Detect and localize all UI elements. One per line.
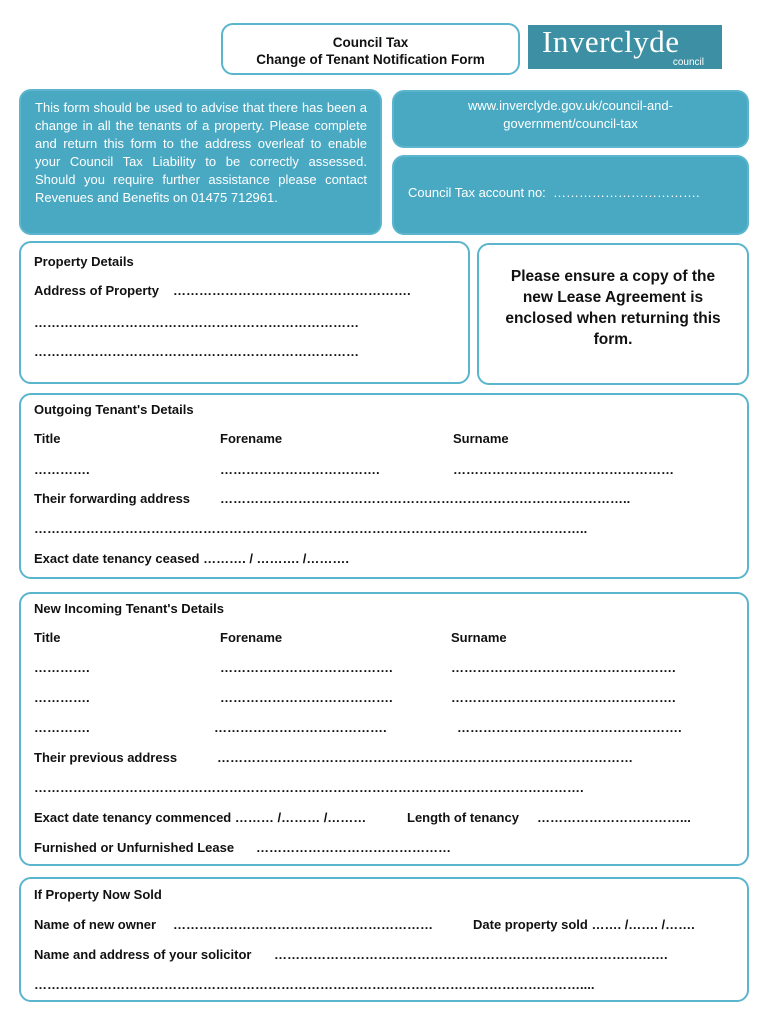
property-details-box [19, 241, 470, 384]
logo-sub: council [672, 57, 704, 68]
sold-heading: If Property Now Sold [34, 887, 162, 902]
form-title-line2: Change of Tenant Notification Form [256, 52, 485, 67]
website-line1[interactable]: www.inverclyde.gov.uk/council-and- [468, 98, 673, 113]
outgoing-col-surname: Surname [453, 431, 509, 446]
incoming-surname-field-1[interactable]: ……………………………………………. [451, 660, 676, 675]
outgoing-col-forename: Forename [220, 431, 283, 446]
incoming-forename-field-1[interactable]: …………………………………. [220, 660, 393, 675]
website-line2[interactable]: government/council-tax [503, 116, 638, 131]
outgoing-col-title: Title [34, 431, 61, 446]
outgoing-title-field[interactable]: …………. [34, 462, 90, 477]
date-property-sold-field[interactable]: Date property sold ……. /……. /……. [473, 917, 695, 932]
website-box [392, 90, 749, 148]
form-title-box [221, 23, 520, 75]
intro-text: This form should be used to advise that there has been a change in all the tenants of a property. Please complete and return this form to the address overleaf to enable your Council Tax Liability to be correctly assessed. Should you require further assistance please contact Revenues and Benefits on 01475 712961. [35, 100, 367, 205]
property-sold-box [19, 877, 749, 1002]
furnished-lease-label: Furnished or Unfurnished Lease [34, 840, 235, 855]
inverclyde-logo [528, 25, 722, 69]
solicitor-label: Name and address of your solicitor [34, 947, 252, 962]
previous-address-label: Their previous address [34, 750, 178, 765]
forwarding-address-field[interactable]: ………………………………………………………………………………….. [220, 491, 631, 506]
account-dots: ……………………………. [553, 185, 700, 200]
date-tenancy-ceased-field[interactable]: Exact date tenancy ceased ………. / ………. /………. [34, 551, 349, 566]
address-of-property-label: Address of Property [34, 283, 159, 298]
outgoing-heading: Outgoing Tenant's Details [34, 402, 194, 417]
property-address-line-2[interactable]: ………………………………………………………………… [34, 315, 359, 330]
forwarding-address-label: Their forwarding address [34, 491, 191, 506]
logo-name: Inverclyde [542, 24, 680, 59]
form-title-line1: Council Tax [332, 35, 409, 50]
previous-address-line-2[interactable]: ………………………………………………………………………………………………………………. [34, 780, 584, 795]
new-owner-field[interactable]: …………………………………………………… [173, 917, 433, 932]
incoming-title-field-1[interactable]: …………. [34, 660, 90, 675]
outgoing-forename-field[interactable]: ………………………………. [220, 462, 380, 477]
incoming-surname-field-3[interactable]: ……………………………………………. [457, 720, 682, 735]
lease-notice-box [477, 243, 749, 385]
incoming-col-surname: Surname [451, 630, 507, 645]
address-of-property-field[interactable]: ………………………………………………. [173, 283, 411, 298]
solicitor-field[interactable]: ………………………………………………………………………………. [274, 947, 668, 962]
new-owner-label: Name of new owner [34, 917, 157, 932]
property-heading: Property Details [34, 254, 134, 269]
incoming-surname-field-2[interactable]: ……………………………………………. [451, 690, 676, 705]
incoming-title-field-3[interactable]: …………. [34, 720, 90, 735]
account-box [392, 155, 749, 235]
incoming-heading: New Incoming Tenant's Details [34, 601, 224, 616]
outgoing-surname-field[interactable]: …………………………………………… [453, 462, 674, 477]
forwarding-address-line-2[interactable]: ……………………………………………………………………………………………………………….. [34, 521, 588, 536]
incoming-forename-field-2[interactable]: …………………………………. [220, 690, 393, 705]
account-number-field[interactable] [408, 185, 700, 200]
incoming-tenant-box [19, 592, 749, 866]
length-of-tenancy-field[interactable]: ……………………………... [537, 810, 691, 825]
outgoing-tenant-box [19, 393, 749, 579]
furnished-lease-field[interactable]: ……………………………………… [256, 840, 451, 855]
previous-address-field[interactable]: …………………………………………………………………………………… [217, 750, 633, 765]
date-tenancy-commenced-field[interactable]: Exact date tenancy commenced ……… /……… /……… [34, 810, 367, 825]
incoming-col-title: Title [34, 630, 61, 645]
incoming-title-field-2[interactable]: …………. [34, 690, 90, 705]
solicitor-line-2[interactable]: ……………………………………………………………………………………………………………….... [34, 977, 595, 992]
property-address-line-3[interactable]: ………………………………………………………………… [34, 344, 359, 359]
lease-notice-text: Please ensure a copy of the new Lease Agreement is enclosed when returning this form. [505, 268, 721, 348]
account-label: Council Tax account no: [408, 185, 546, 200]
incoming-col-forename: Forename [220, 630, 283, 645]
length-of-tenancy-label: Length of tenancy [407, 810, 519, 825]
intro-box [19, 89, 382, 235]
incoming-forename-field-3[interactable]: …………………………………. [214, 720, 387, 735]
